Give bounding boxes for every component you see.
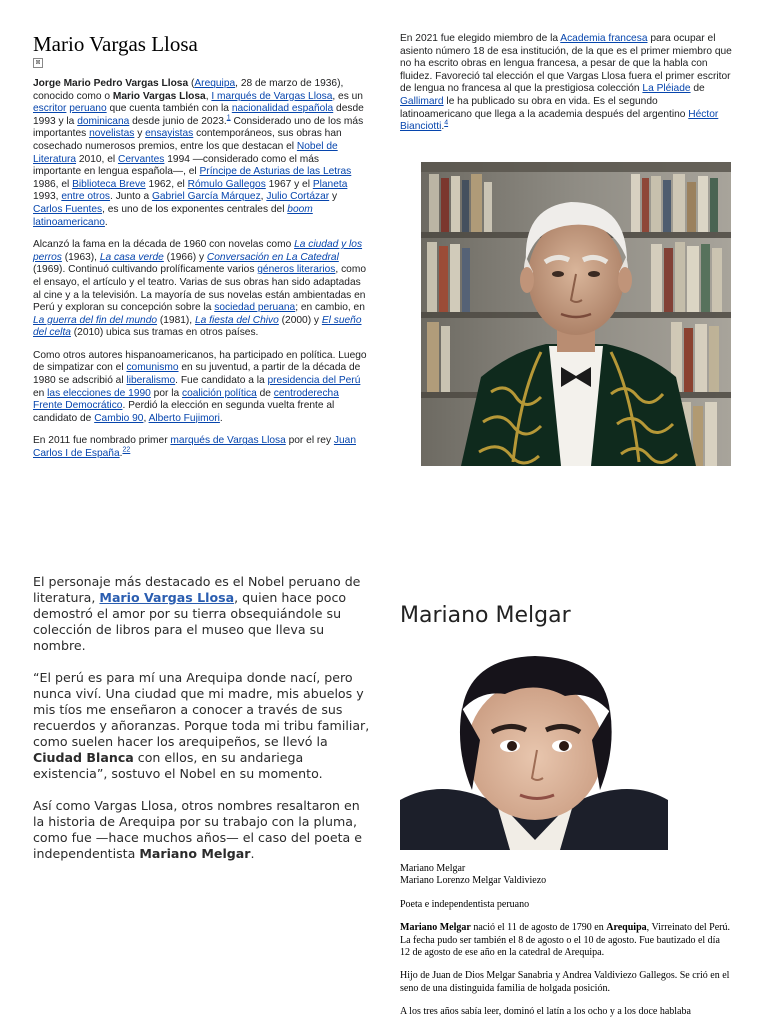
- mariano-melgar-bold: Mariano Melgar: [139, 846, 251, 861]
- melgar-bio-3: A los tres años sabía leer, dominó el latín a los ocho y a los doce hablaba: [400, 1006, 691, 1018]
- link-novelistas[interactable]: novelistas: [89, 128, 135, 140]
- link-biblioteca-breve[interactable]: Biblioteca Breve: [72, 178, 146, 190]
- link-mario-vargas-llosa[interactable]: Mario Vargas Llosa: [99, 590, 235, 605]
- link-cortazar[interactable]: Julio Cortázar: [266, 191, 330, 203]
- link-entre-otros[interactable]: entre otros: [61, 191, 111, 203]
- melgar-caption: Mariano Melgar Mariano Lorenzo Melgar Valdiviezo: [400, 863, 547, 887]
- link-liberalismo[interactable]: liberalismo: [126, 375, 176, 387]
- link-juan-carlos[interactable]: Juan Carlos I de España: [33, 435, 356, 460]
- link-escritor[interactable]: escritor: [33, 103, 67, 115]
- link-pleiade[interactable]: La Pléiade: [642, 83, 691, 95]
- link-coalicion[interactable]: coalición política: [181, 387, 257, 399]
- link-cervantes[interactable]: Cervantes: [117, 153, 165, 165]
- wiki-paragraph-politics: Como otros autores hispanoamericanos, ha participado en política. Luego de simpatizar con el comunismo en su juventud, a partir de la década de 1980 se adscribió al liberalismo. Fue candidato a la presidencia del Perú en las elecciones de 1990 por la coalición política de centroderecha Frente Democrático. Perdió la elección en segunda vuelta frente al candidato de Cambio 90, Alberto Fujimori.: [33, 349, 367, 424]
- melgar-portrait: [400, 650, 668, 850]
- link-celta[interactable]: El sueño del celta: [33, 314, 362, 339]
- link-chivo[interactable]: La fiesta del Chivo: [194, 314, 279, 326]
- melgar-heading: Mariano Melgar: [400, 603, 571, 628]
- article-paragraph-3: Así como Vargas Llosa, otros nombres resaltaron en la historia de Arequipa por su trabajo con la pluma, como fue —hace muchos años— el caso del poeta e independentista Mariano Melgar.: [33, 798, 362, 861]
- link-presidencia[interactable]: presidencia del Perú: [267, 375, 361, 387]
- vargas-llosa-portrait: [421, 162, 731, 466]
- melgar-bio: [400, 863, 730, 1030]
- known-as: Mario Vargas Llosa: [112, 90, 206, 102]
- melgar-role: Poeta e independentista peruano: [400, 898, 530, 910]
- link-peruano[interactable]: peruano: [69, 103, 107, 115]
- link-boom[interactable]: boom: [287, 203, 313, 215]
- link-academia-francesa[interactable]: Academia francesa: [560, 33, 648, 44]
- ciudad-blanca: Ciudad Blanca: [33, 750, 134, 765]
- wiki-paragraph-marques: En 2011 fue nombrado primer marqués de Vargas Llosa por el rey Juan Carlos I de España.$^{22}$: [33, 435, 356, 460]
- link-bianciotti[interactable]: Héctor Bianciotti: [400, 108, 719, 133]
- link-arequipa[interactable]: Arequipa: [194, 78, 236, 89]
- article-paragraph-quote: “El perú es para mí una Arequipa donde nací, pero nunca viví. Una ciudad que mi madre, mis abuelos y mis tíos me enseñaron a conocer a través de sus recuerdos y añoranzas. Porque toda mi tribu familiar, como suelen hacer los arequipeños, se llevó la Ciudad Blanca con ellos, en su andariega existencia”, sostuvo el Nobel en su momento.: [33, 670, 370, 781]
- link-marques[interactable]: I marqués de Vargas Llosa: [211, 90, 333, 102]
- ref-1[interactable]: 1: [226, 114, 231, 122]
- wiki-extract: [33, 78, 367, 471]
- link-asturias[interactable]: Príncipe de Asturias de las Letras: [199, 166, 352, 178]
- melgar-bio-2: Hijo de Juan de Dios Melgar Sanabria y Andrea Valdiviezo Gallegos. Se crió en el seno de una distinguida familia de holgada posición.: [400, 970, 730, 994]
- link-generos[interactable]: géneros literarios: [257, 264, 336, 276]
- link-ciudad-perros[interactable]: La ciudad y los perros: [33, 239, 363, 263]
- melgar-portrait-illustration: [400, 650, 668, 850]
- link-frente[interactable]: Frente Democrático: [33, 400, 123, 412]
- link-fujimori[interactable]: Alberto Fujimori: [148, 412, 220, 424]
- link-nobel[interactable]: Nobel de Literatura: [33, 140, 338, 165]
- link-nacionalidad[interactable]: nacionalidad española: [231, 103, 334, 115]
- link-garcia-marquez[interactable]: Gabriel García Márquez: [151, 191, 261, 203]
- wiki-paragraph-novels: Alcanzó la fama en la década de 1960 con novelas como La ciudad y los perros (1963), La casa verde (1966) y Conversación en La Catedral (1969). Continuó cultivando prolíficamente varios géneros literarios, como el ensayo, el artículo y el teatro. Varias de sus obras han sido adaptadas al cine y a la televisión. La mayoría de sus novelas están ambientadas en Perú y exploran su concepción sobre la sociedad peruana; en cambio, en La guerra del fin del mundo (1981), La fiesta del Chivo (2000) y El sueño del celta (2010) ubica sus tramas en otros países.: [33, 239, 366, 339]
- link-cambio-90[interactable]: Cambio 90: [94, 412, 144, 424]
- link-dominicana[interactable]: dominicana: [77, 115, 130, 127]
- full-name: Jorge Mario Pedro Vargas Llosa: [33, 78, 189, 89]
- academia-paragraph: En 2021 fue elegido miembro de la Academia francesa para ocupar el asiento número 18 de esa institución, de la que es el primer miembro que no ha escrito obras en lengua francesa, a pesar de que la habla con fluidez. Favoreció tal elección el que Vargas Llosa fuera el primer escritor de lengua no francesa al que la prestigiosa colección La Pléiade de Gallimard le ha publicado su obra en vida. Es el segundo latinoamericano que llega a la academia después del argentino Héctor Bianciotti.$^4$: [400, 33, 732, 133]
- link-sociedad[interactable]: sociedad peruana: [214, 302, 296, 314]
- ref-22[interactable]: 22: [122, 446, 131, 454]
- link-elecciones-1990[interactable]: las elecciones de 1990: [47, 387, 151, 399]
- wiki-title: Mario Vargas Llosa: [33, 32, 198, 56]
- link-centroderecha[interactable]: centroderecha: [273, 387, 339, 399]
- link-gallimard[interactable]: Gallimard: [400, 95, 444, 107]
- broken-image-icon: ⊠: [33, 58, 43, 68]
- melgar-bio-1: Mariano Melgar nació el 11 de agosto de 1790 en Arequipa, Virreinato del Perú. La fecha pudo ser también el 8 de agosto o el 10 de agosto. Fue bautizado el día 12 de agosto de ese año en la catedral de Arequipa.: [400, 922, 730, 959]
- article-paragraph-1: El personaje más destacado es el Nobel peruano de literatura, Mario Vargas Llosa, quien hace poco demostró el amor por su tierra obsequiándole su colección de libros para el museo que lleva su nombre.: [33, 574, 361, 653]
- link-comunismo[interactable]: comunismo: [126, 362, 179, 374]
- ref-4[interactable]: 4: [444, 119, 449, 127]
- link-casa-verde[interactable]: La casa verde: [99, 251, 164, 263]
- link-ensayistas[interactable]: ensayistas: [145, 128, 194, 140]
- link-conversacion[interactable]: Conversación en La Catedral: [206, 251, 339, 263]
- link-latinoamericano[interactable]: latinoamericano: [33, 216, 105, 228]
- article-text: [33, 574, 373, 878]
- link-guerra[interactable]: La guerra del fin del mundo: [33, 314, 158, 326]
- link-romulo-gallegos[interactable]: Rómulo Gallegos: [187, 178, 266, 190]
- link-fuentes[interactable]: Carlos Fuentes: [33, 203, 103, 215]
- wiki-paragraph-intro: Jorge Mario Pedro Vargas Llosa (Arequipa, 28 de marzo de 1936), conocido como o Mario Vargas Llosa, I marqués de Vargas Llosa, es un escritor peruano que cuenta también con la nacionalidad española desde 1993 y la dominicana desde junio de 2023.$^1$ Considerado uno de los más importantes novelistas y ensayistas contemporáneos, sus obras han cosechado numerosos premios, entre los que destacan el Nobel de Literatura 2010, el Cervantes 1994 —considerado como el más importante en lengua española—, el Príncipe de Asturias de las Letras 1986, el Biblioteca Breve 1962, el Rómulo Gallegos 1967 y el Planeta 1993, entre otros. Junto a Gabriel García Márquez, Julio Cortázar y Carlos Fuentes, es uno de los exponentes centrales del boom latinoamericano.: [33, 78, 364, 228]
- link-marques-title[interactable]: marqués de Vargas Llosa: [170, 435, 286, 447]
- link-planeta[interactable]: Planeta: [312, 178, 348, 190]
- vargas-llosa-portrait-illustration: [421, 162, 731, 466]
